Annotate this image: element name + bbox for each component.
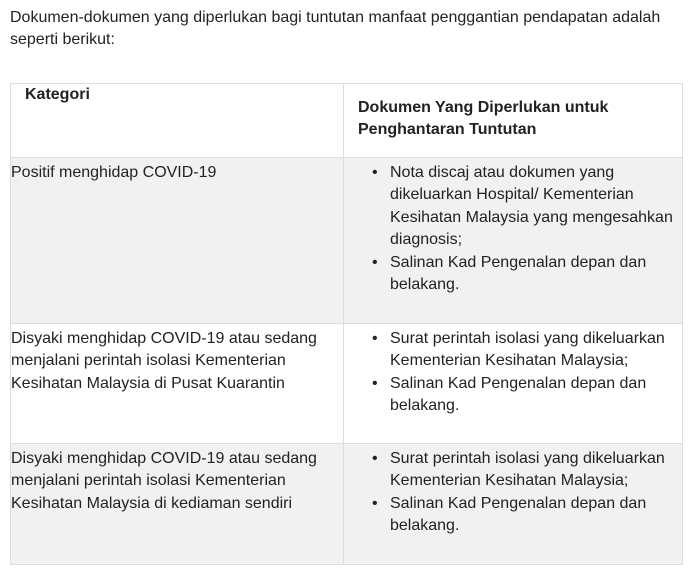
document-text: Salinan Kad Pengenalan depan dan belakang.: [390, 253, 647, 294]
documents-cell: [344, 444, 683, 565]
bullet-icon: •: [372, 374, 378, 392]
list-item: [372, 448, 678, 493]
documents-list: [372, 162, 678, 296]
list-item: [372, 373, 678, 418]
intro-paragraph: Dokumen-dokumen yang diperlukan bagi tuntutan manfaat penggantian pendapatan adalah seperti berikut:: [10, 9, 661, 48]
bullet-icon: •: [372, 494, 378, 512]
bullet-icon: •: [372, 253, 378, 271]
header-documents: Dokumen Yang Diperlukan untuk Penghantaran Tuntutan: [344, 84, 683, 158]
table-row: [11, 444, 683, 565]
document-text: Surat perintah isolasi yang dikeluarkan Kementerian Kesihatan Malaysia;: [390, 450, 665, 490]
document-text: Nota discaj atau dokumen yang dikeluarkan Hospital/ Kementerian Kesihatan Malaysia yang mengesahkan diagnosis;: [390, 164, 673, 249]
category-cell: Positif menghidap COVID-19: [11, 158, 344, 324]
list-item: [372, 252, 678, 297]
document-text: Surat perintah isolasi yang dikeluarkan Kementerian Kesihatan Malaysia;: [390, 330, 665, 370]
list-item: [372, 493, 678, 538]
header-category: Kategori: [11, 84, 344, 158]
list-item: [372, 328, 678, 373]
table-row: [11, 324, 683, 444]
documents-cell: [344, 158, 683, 324]
document-text: Salinan Kad Pengenalan depan dan belakang.: [390, 374, 647, 415]
documents-cell: [344, 324, 683, 444]
table-header-row: [11, 84, 683, 158]
bullet-icon: •: [372, 450, 378, 467]
list-item: [372, 162, 678, 252]
documents-list: [372, 448, 678, 538]
category-cell: Disyaki menghidap COVID-19 atau sedang menjalani perintah isolasi Kementerian Kesihatan Malaysia di kediaman sendiri: [11, 444, 344, 565]
documents-list: [372, 328, 678, 418]
category-cell: Disyaki menghidap COVID-19 atau sedang menjalani perintah isolasi Kementerian Kesihatan Malaysia di Pusat Kuarantin: [11, 324, 344, 444]
table-row: [11, 158, 683, 324]
documents-table: [10, 83, 683, 565]
document-text: Salinan Kad Pengenalan depan dan belakang.: [390, 494, 647, 535]
bullet-icon: •: [372, 164, 378, 181]
bullet-icon: •: [372, 330, 378, 347]
